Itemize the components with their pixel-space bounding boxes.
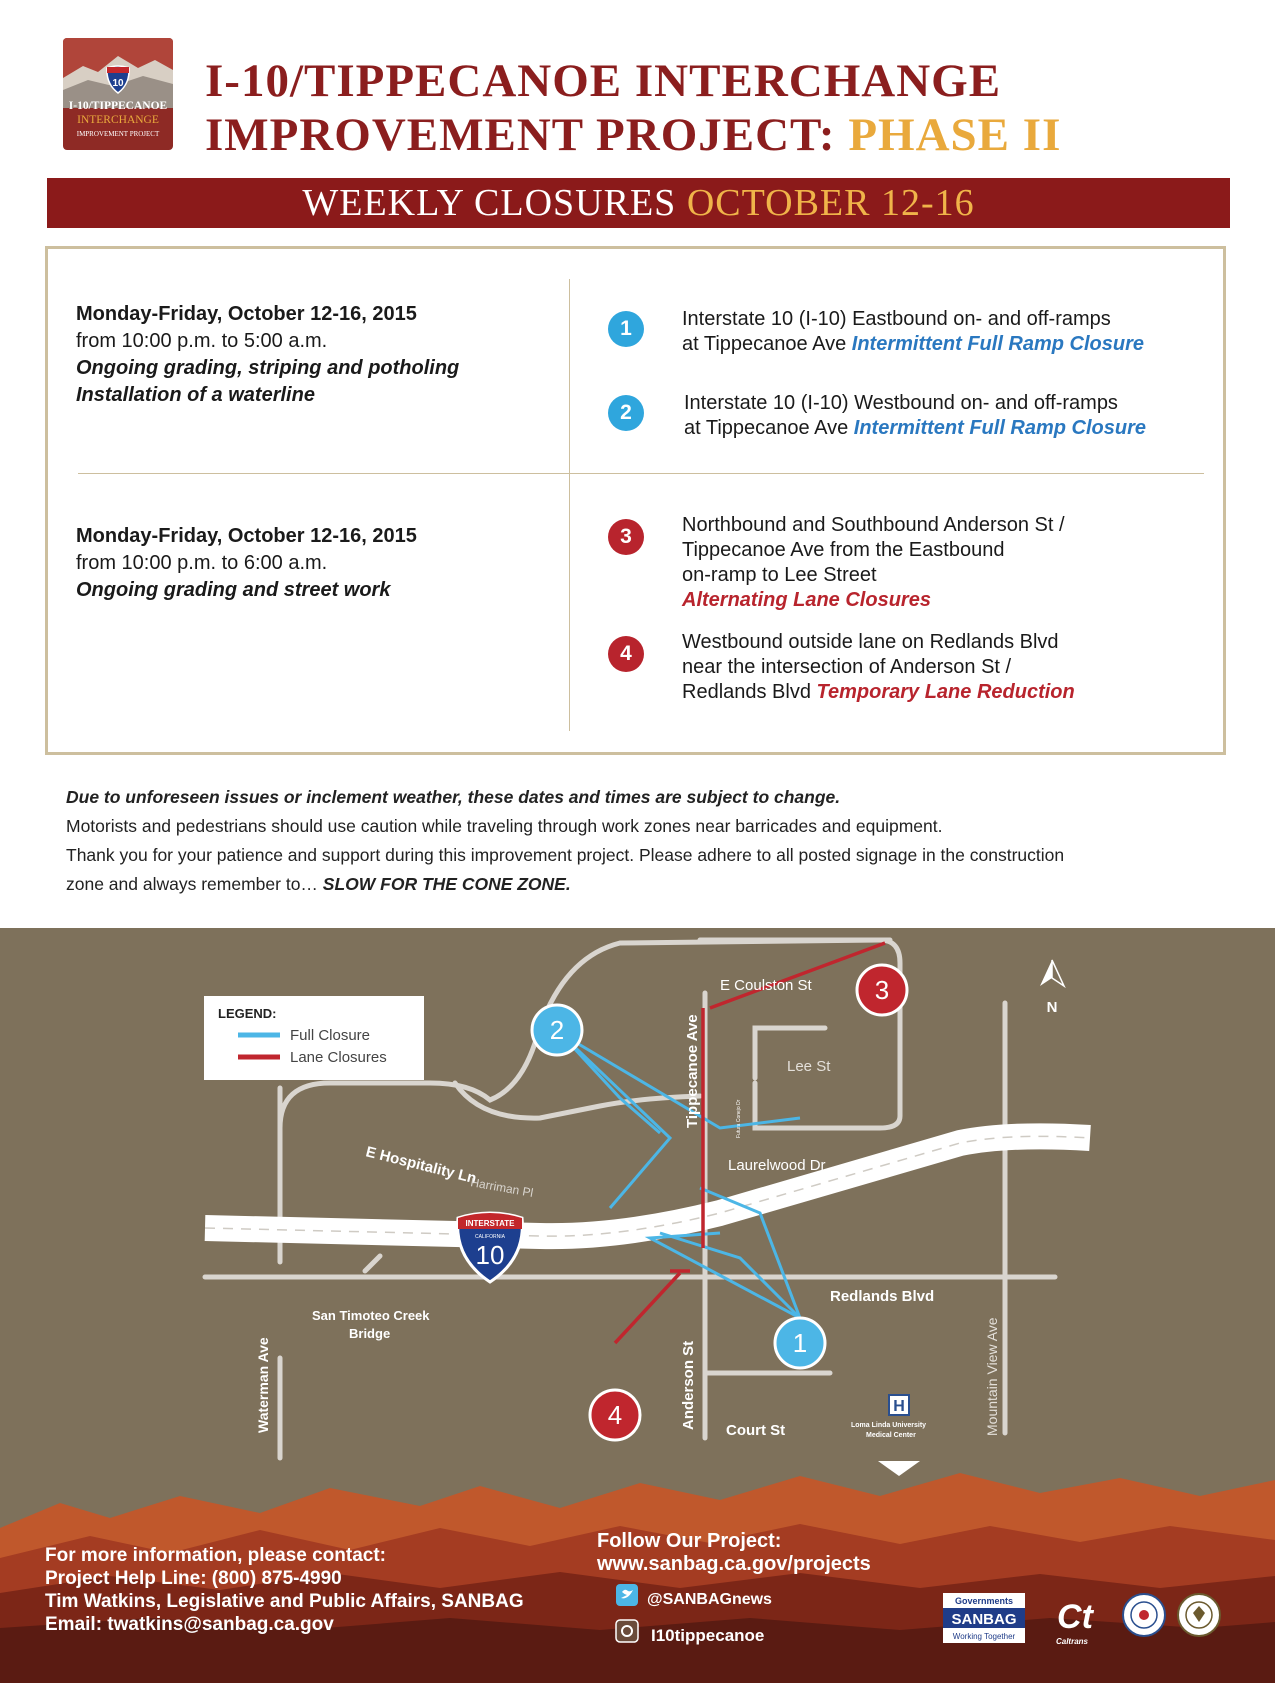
label-harriman: Harriman Pl [469,1175,535,1200]
logo-line2: INTERCHANGE [77,114,159,126]
closure-marker-1: 1 [608,311,644,347]
map-legend [204,996,424,1080]
instagram-handle[interactable]: I10tippecanoe [651,1626,765,1645]
hospital-symbol: H [893,1398,905,1415]
closure-line: on-ramp to Lee Street [682,564,877,586]
label-redlands: Redlands Blvd [830,1288,935,1305]
page-title-line2 [205,108,1061,162]
title-main: IMPROVEMENT PROJECT: [205,109,849,161]
label-laurelwood: Laurelwood Dr [728,1157,826,1174]
closure-marker-4: 4 [608,636,644,672]
contact-person: Tim Watkins, Legislative and Public Affairs, SANBAG [45,1591,524,1612]
label-coulston: E Coulston St [720,977,812,994]
hospital-icon [889,1395,909,1415]
contact-block [45,1544,524,1636]
closure-text-1 [682,307,1144,357]
caltrans-name: Caltrans [1055,1637,1089,1646]
label-anderson: Anderson St [680,1340,697,1430]
project-logo [63,38,173,150]
legend-full-label: Full Closure [290,1027,371,1044]
period-dates: Monday-Friday, October 12-16, 2015 [76,525,417,547]
shield-top: INTERSTATE [465,1219,515,1228]
follow-block [597,1530,871,1576]
follow-heading: Follow Our Project: [597,1530,782,1552]
label-waterman: Waterman Ave [255,1337,271,1433]
change-warning: Due to unforeseen issues or inclement weather, these dates and times are subject to change. [66,787,841,807]
closure-line: Westbound outside lane on Redlands Blvd [682,631,1059,653]
interstate-shield-icon [105,64,131,94]
schedule-divider-vertical [569,279,570,731]
label-hospitality: E Hospitality Ln [364,1143,479,1188]
label-futura: Futura Conejo Dr [736,1099,742,1138]
logo-line3: IMPROVEMENT PROJECT [76,130,160,138]
label-tippecanoe: Tippecanoe Ave [684,1014,701,1128]
closure-line [682,680,1075,705]
logo-line1: I-10/TIPPECANOE [68,100,168,112]
sanbag-top: Governments [954,1596,1014,1606]
caution-note: Motorists and pedestrians should use caution while traveling through work zones near barricades and equipment. [66,816,943,836]
help-line[interactable]: Project Help Line: (800) 875-4990 [45,1568,342,1589]
sanbag-tagline: Working Together [952,1632,1016,1641]
label-bridge-2: Bridge [349,1326,391,1341]
title-phase: PHASE II [848,109,1062,161]
advisory-notes [66,783,1216,899]
closure-line: Interstate 10 (I-10) Westbound on- and off-ramps [684,392,1118,414]
label-mountain-view: Mountain View Ave [984,1317,1000,1436]
north-label: N [1046,999,1058,1016]
schedule-period-1 [76,301,459,409]
legend-title: LEGEND: [218,1006,277,1021]
closure-line [682,332,1144,357]
closures-banner [47,178,1230,228]
closure-marker-2: 2 [608,395,644,431]
schedule-box [45,246,1226,755]
schedule-divider-horizontal [78,473,1204,474]
closure-line: Interstate 10 (I-10) Eastbound on- and off-ramps [682,308,1111,330]
period-time: from 10:00 p.m. to 6:00 a.m. [76,552,328,574]
contact-email[interactable]: Email: twatkins@sanbag.ca.gov [45,1614,334,1635]
marker-label-2: 2 [549,1015,565,1045]
page-title-line1: I-10/TIPPECANOE INTERCHANGE [205,55,1002,107]
closure-text-4 [682,630,1075,705]
seal-icon [1123,1594,1165,1636]
schedule-period-2 [76,523,417,604]
legend-lane-label: Lane Closures [290,1049,387,1066]
twitter-handle[interactable]: @SANBAGnews [647,1591,772,1608]
closure-line: Northbound and Southbound Anderson St / [682,514,1065,536]
project-url[interactable]: www.sanbag.ca.gov/projects [597,1553,871,1575]
twitter-icon[interactable] [616,1584,638,1606]
closure-type: Temporary Lane Reduction [816,681,1075,703]
period-work: Ongoing grading, striping and potholing [76,357,460,379]
closure-marker-3: 3 [608,519,644,555]
contact-heading: For more information, please contact: [45,1545,386,1566]
instagram-icon[interactable] [616,1620,638,1642]
closure-location: at Tippecanoe Ave [684,417,854,439]
banner-label: WEEKLY CLOSURES [302,182,687,224]
marker-label-3: 3 [874,975,890,1005]
logo-shield-number: 10 [112,78,124,89]
marker-label-4: 4 [607,1400,623,1430]
label-court: Court St [726,1422,786,1439]
closure-type: Intermittent Full Ramp Closure [851,333,1145,355]
label-hospital-2: Medical Center [866,1432,916,1439]
closure-line [684,416,1146,441]
closure-line: near the intersection of Anderson St / [682,656,1012,678]
caltrans-mark: Ct [1057,1598,1093,1636]
label-bridge-1: San Timoteo Creek [312,1308,430,1323]
shield-number: 10 [475,1240,505,1270]
thanks-note-cont [66,870,1216,899]
shield-state: CALIFORNIA [474,1234,506,1240]
thanks-note: Thank you for your patience and support during this improvement project. Please adhere to all posted signage in the construction [66,845,1065,865]
slogan: SLOW FOR THE CONE ZONE. [322,874,571,894]
closure-type: Alternating Lane Closures [682,589,931,611]
sanbag-name: SANBAG [951,1611,1017,1628]
closure-text-3 [682,513,1065,613]
closure-type: Intermittent Full Ramp Closure [853,417,1147,439]
label-lee: Lee St [787,1058,831,1075]
closure-text-2 [684,391,1146,441]
label-hospital-1: Loma Linda University [851,1422,927,1429]
closure-line: Tippecanoe Ave from the Eastbound [682,539,1005,561]
closure-location: at Tippecanoe Ave [682,333,852,355]
period-work: Ongoing grading and street work [76,579,391,601]
marker-label-1: 1 [792,1328,808,1358]
thanks-lead: zone and always remember to… [66,874,323,894]
seal-icon [1178,1594,1220,1636]
banner-dates: OCTOBER 12-16 [686,182,975,224]
period-work: Installation of a waterline [76,384,315,406]
period-time: from 10:00 p.m. to 5:00 a.m. [76,330,328,352]
period-dates: Monday-Friday, October 12-16, 2015 [76,303,417,325]
closure-location: Redlands Blvd [682,681,817,703]
sanbag-logo [943,1593,1025,1643]
